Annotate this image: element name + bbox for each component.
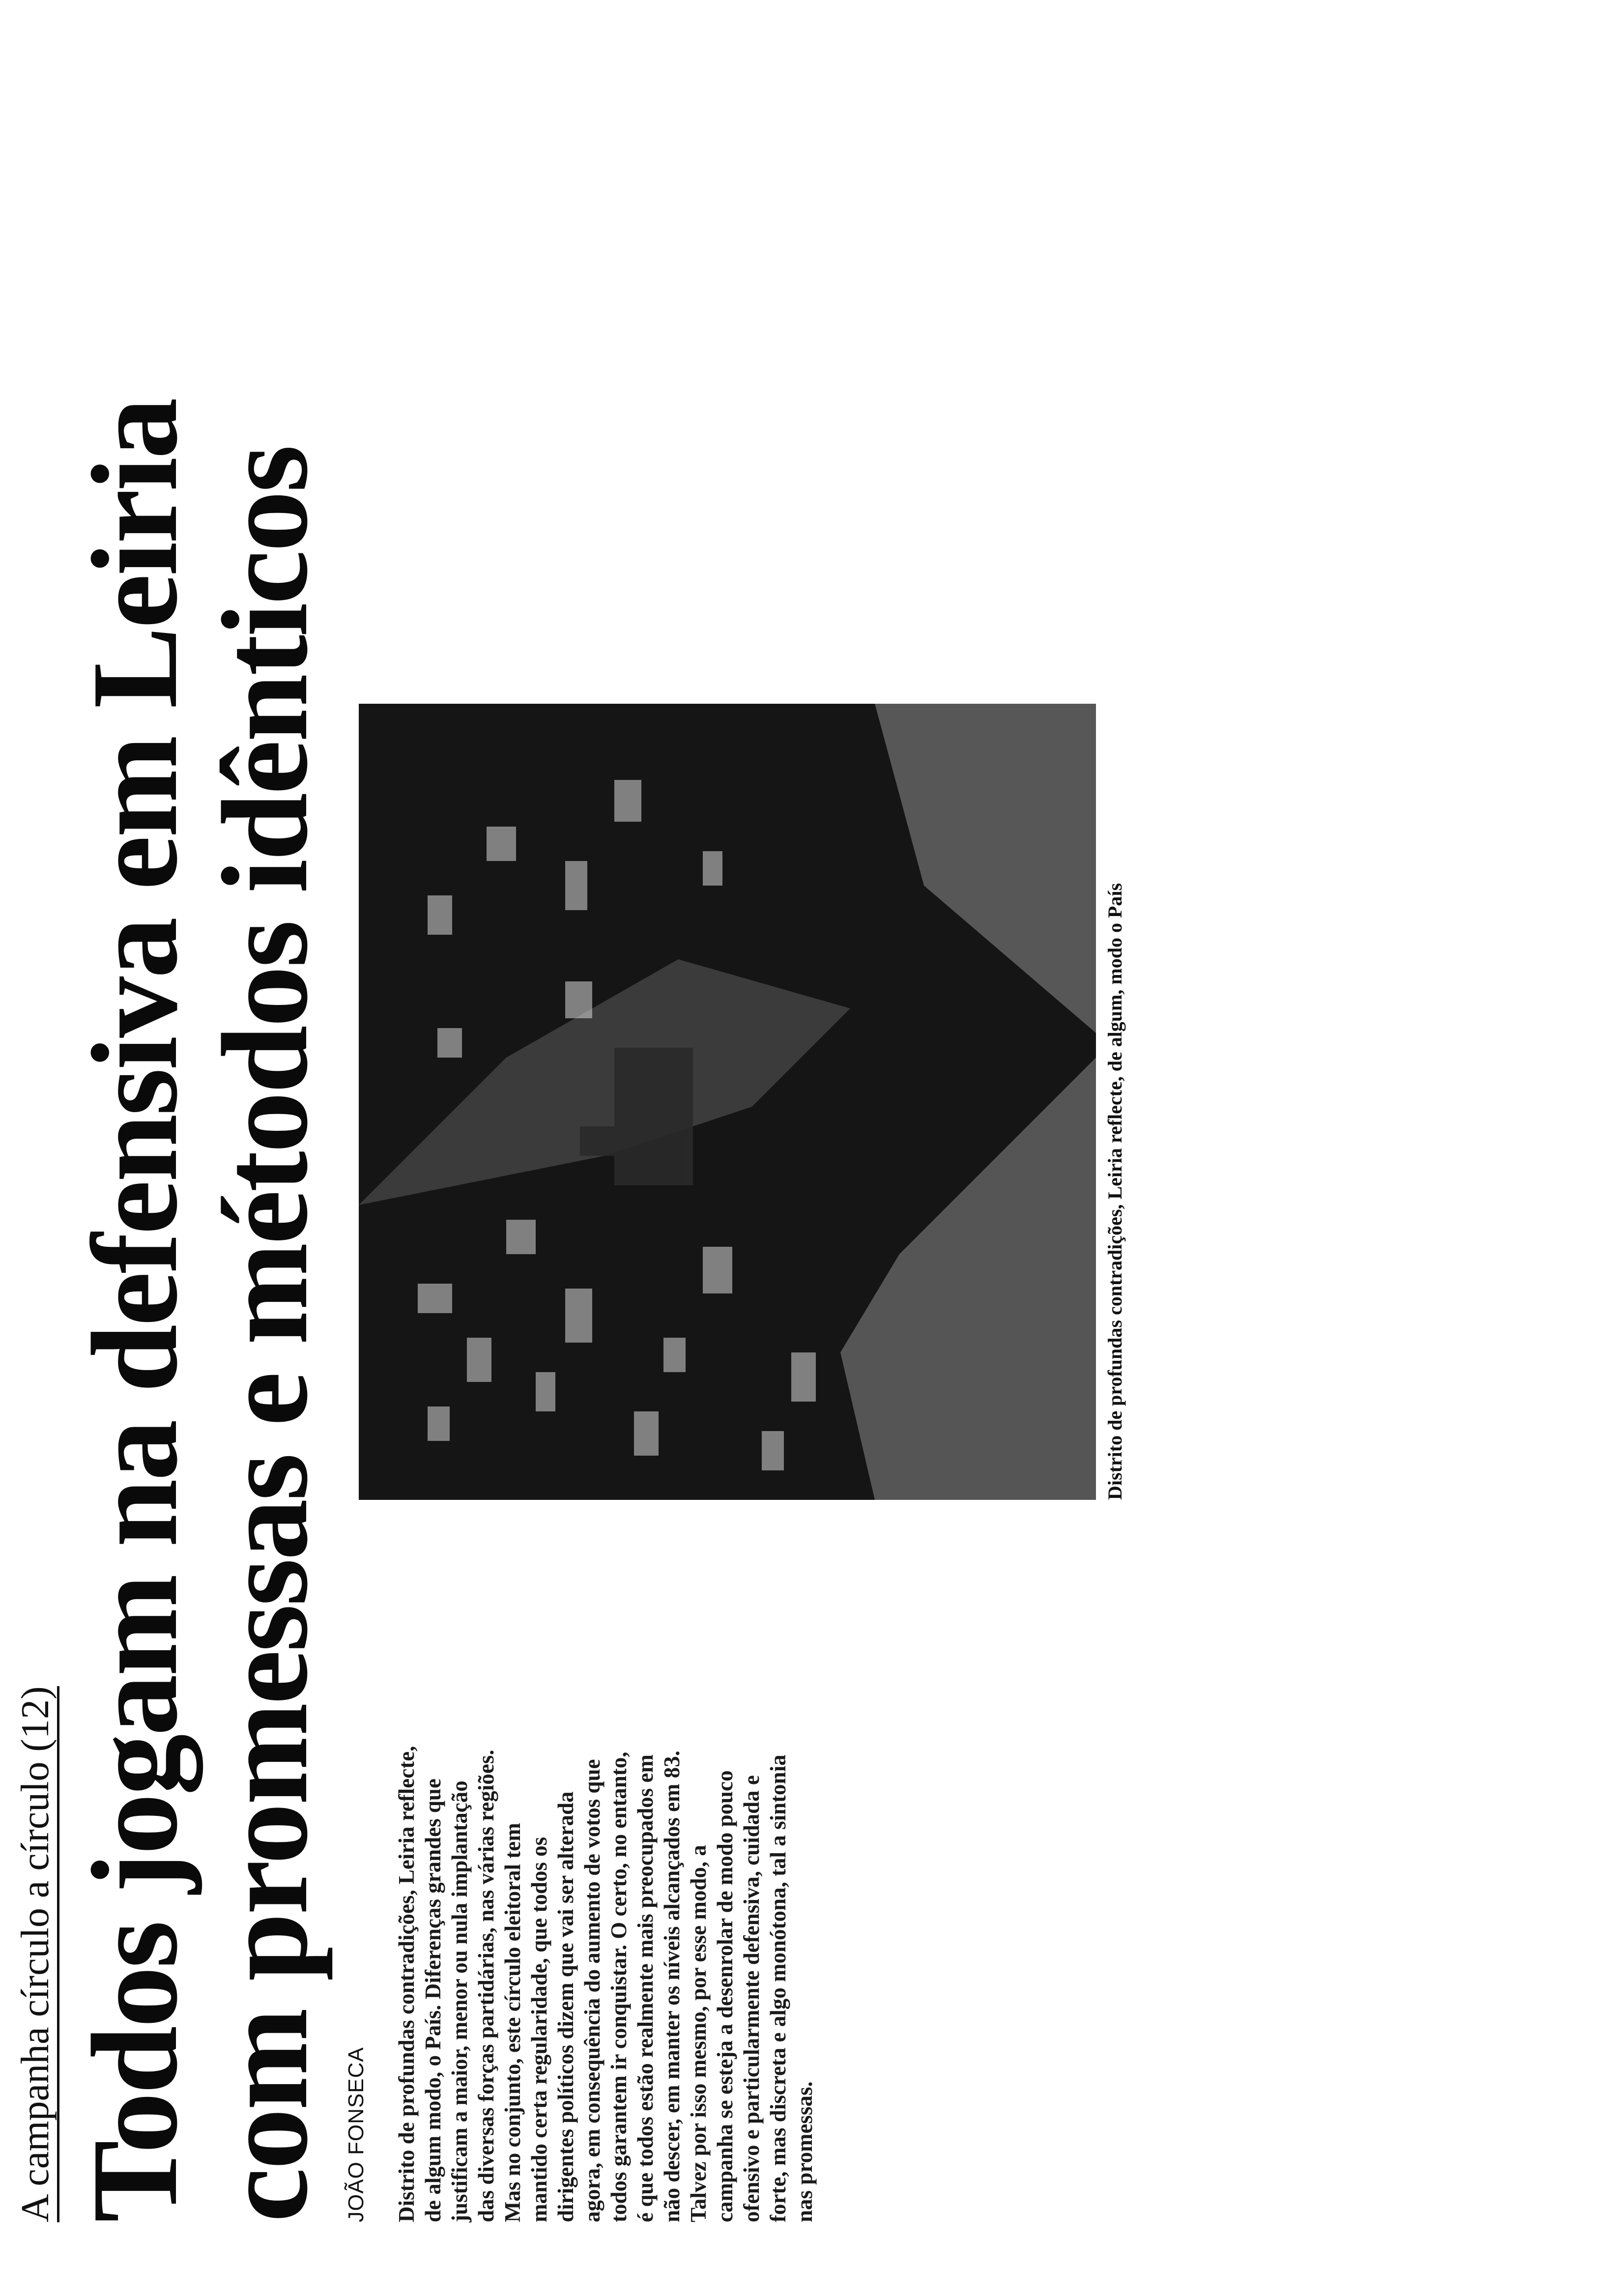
article-body: Distrito de profundas contradições, Leiria reflecte, de algum modo, o País. Diferenças grandes que justificam a maior, menor ou nula implantação das diversas forças partidárias, nas várias regiões. Mas no conjunto, este círculo eleitoral tem mantido certa regularidade, que todos os dirigentes políticos dizem que vai ser alterada agora, em consequência do aumento de votos que todos garantem ir conquistar. O certo, no entanto, é que todos estão realmente mais preocupados em não descer, em manter os níveis alcançados em 83. Talvez por isso mesmo, por esse modo, a campanha se esteja a desenrolar de modo pouco ofensivo e particularmente defensiva, cuidada e forte, mas discreta e algo monótona, tal a sintonia nas promessas. — [394, 1746, 817, 2222]
byline: JOÃO FONSECA — [344, 2047, 368, 2222]
town-aerial-photo — [359, 704, 1096, 1500]
article-kicker: A campanha círculo a círculo (12) — [15, 1686, 59, 2222]
article-photo — [359, 704, 1096, 1500]
headline-line-2: com promessas e métodos idênticos — [197, 447, 333, 2222]
photo-caption: Distrito de profundas contradições, Leiria reflecte, de algum, modo o País — [1104, 883, 1126, 1500]
headline-line-1: Todos jogam na defensiva em Leiria — [67, 400, 203, 2222]
